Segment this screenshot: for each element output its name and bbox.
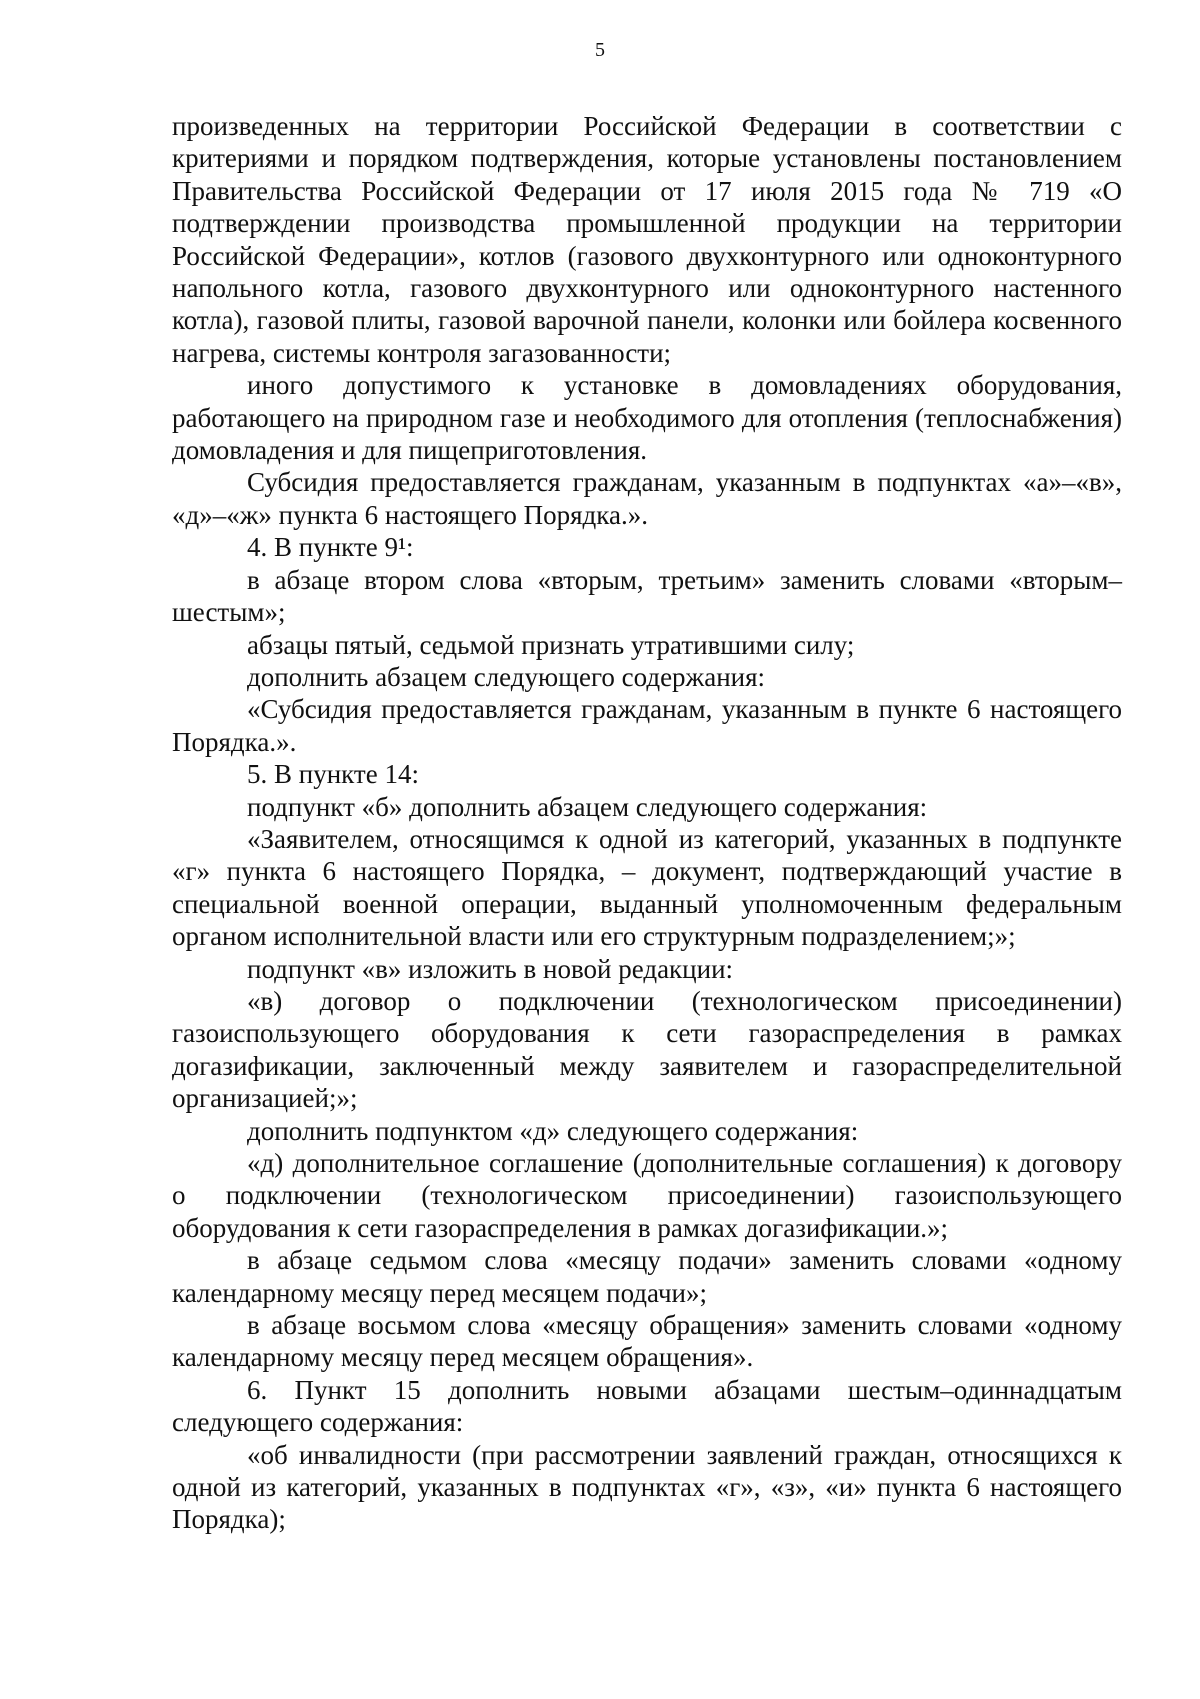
document-body (172, 110, 1122, 1536)
paragraph: «д) дополнительное соглашение (дополнительные соглашения) к договору о подключении (технологическом присоединении) газоиспользующего оборудования к сети газораспределения в рамках догазификации.»; (172, 1148, 1122, 1243)
paragraph: «Заявителем, относящимся к одной из категорий, указанных в подпункте «г» пункта 6 настоящего Порядка, – документ, подтверждающий участие в специальной военной операции, выданный уполномоченным федеральным органом исполнительной власти или его структурным подразделением;»; (172, 823, 1122, 952)
paragraph: Субсидия предоставляется гражданам, указанным в подпунктах «а»–«в», «д»–«ж» пункта 6 настоящего Порядка.». (172, 467, 1122, 530)
page-number: 5 (595, 39, 605, 61)
paragraph: «в) договор о подключении (технологическом присоединении) газоиспользующего оборудования к сети газораспределения в рамках догазификации, заключенный между заявителем и газораспределительной организацией;»; (172, 985, 1122, 1114)
paragraph: в абзаце седьмом слова «месяцу подачи» заменить словами «одному календарному месяцу перед месяцем подачи»; (172, 1245, 1122, 1308)
paragraph: «Субсидия предоставляется гражданам, указанным в пункте 6 настоящего Порядка.». (172, 694, 1122, 757)
paragraph-continuation: произведенных на территории Российской Федерации в соответствии с критериями и порядком подтверждения, которые установлены постановлением Правительства Российской Федерации от 17 июля 2015 года № 719 «О подтверждении производства промышленной продукции на территории Российской Федерации», котлов (газового двухконтурного или одноконтурного напольного котла, газового двухконтурного или одноконтурного настенного котла), газовой плиты, газовой варочной панели, колонки или бойлера косвенного нагрева, системы контроля загазованности; (172, 111, 1122, 368)
paragraph: в абзаце восьмом слова «месяцу обращения» заменить словами «одному календарному месяцу перед месяцем обращения». (172, 1310, 1122, 1373)
paragraph-item-heading: 4. В пункте 9¹: (247, 532, 414, 563)
paragraph: дополнить абзацем следующего содержания: (247, 661, 766, 692)
paragraph: иного допустимого к установке в домовладениях оборудования, работающего на природном газе и необходимого для отопления (теплоснабжения) домовладения и для пищеприготовления. (172, 370, 1122, 466)
paragraph: подпункт «б» дополнить абзацем следующего содержания: (247, 791, 928, 822)
paragraph-item-heading: 6. Пункт 15 дополнить новыми абзацами шестым–одиннадцатым следующего содержания: (172, 1374, 1122, 1438)
paragraph: подпункт «в» изложить в новой редакции: (247, 953, 734, 984)
paragraph: дополнить подпунктом «д» следующего содержания: (247, 1115, 859, 1146)
paragraph: в абзаце втором слова «вторым, третьим» заменить словами «вторым–шестым»; (172, 564, 1122, 628)
paragraph-item-heading: 5. В пункте 14: (247, 759, 419, 790)
paragraph: абзацы пятый, седьмой признать утратившими силу; (247, 629, 855, 660)
paragraph: «об инвалидности (при рассмотрении заявлений граждан, относящихся к одной из категорий, указанных в подпунктах «г», «з», «и» пункта 6 настоящего Порядка); (172, 1439, 1122, 1535)
